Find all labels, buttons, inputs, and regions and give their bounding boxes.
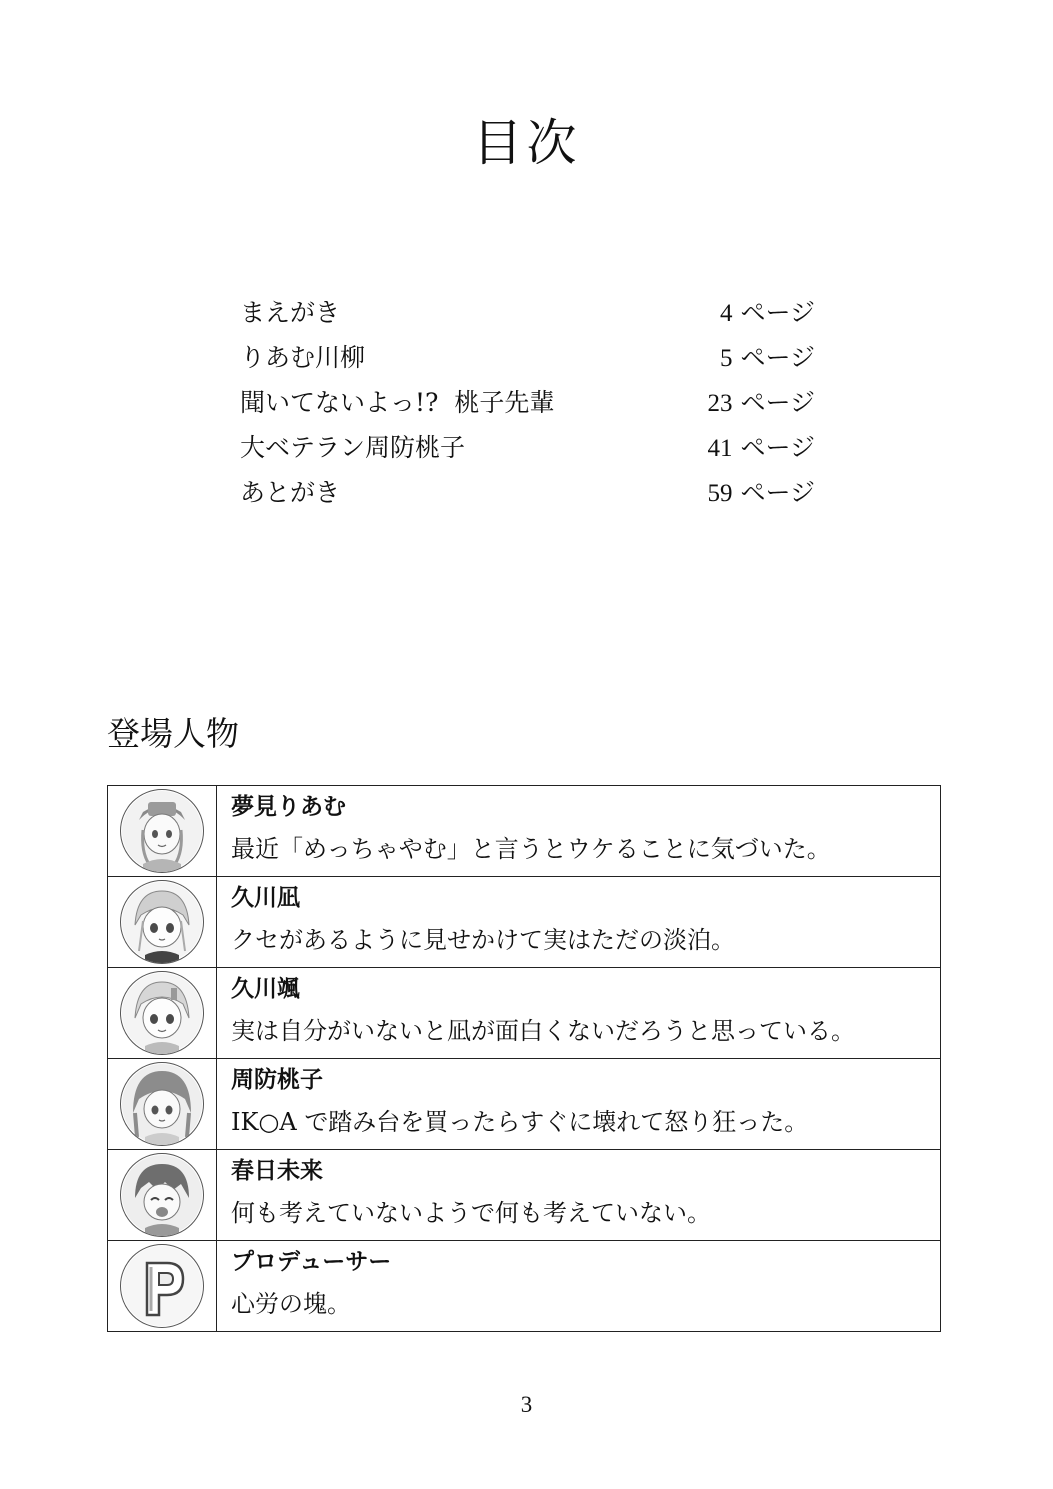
toc-entry-label: 聞いてないよっ!? 桃子先輩 (240, 387, 555, 417)
character-name: 久川凪 (231, 884, 300, 911)
avatar-cell (108, 1241, 217, 1332)
toc-entry[interactable] (240, 378, 815, 423)
toc-page-suffix: ページ (740, 342, 815, 372)
table-row (108, 1059, 941, 1150)
toc-page-number: 5 (719, 344, 733, 372)
character-info (217, 1059, 941, 1150)
toc-page-number: 23 (707, 389, 733, 417)
toc-page-number: 4 (719, 299, 733, 327)
character-name: 周防桃子 (231, 1066, 323, 1093)
character-portrait-icon (120, 789, 204, 873)
table-row (108, 968, 941, 1059)
toc-entry-page (707, 428, 815, 464)
toc-entry-page (707, 473, 815, 509)
avatar-cell (108, 877, 217, 968)
character-description: 心労の塊。 (231, 1289, 351, 1318)
toc-entry-page (720, 293, 815, 329)
toc-title: 目次 (472, 114, 581, 172)
characters-title: 登場人物 (107, 714, 239, 753)
character-info (217, 786, 941, 877)
toc-page-number: 41 (707, 434, 733, 462)
toc-page-suffix: ページ (740, 387, 815, 417)
character-name: 久川颯 (231, 975, 300, 1002)
p-logo-icon (120, 1244, 204, 1328)
toc-entry-page (707, 383, 815, 419)
avatar-cell (108, 968, 217, 1059)
toc-entry[interactable] (240, 423, 815, 468)
toc-page-number: 59 (707, 479, 733, 507)
toc-page-suffix: ページ (740, 297, 815, 327)
character-description: 何も考えていないようで何も考えていない。 (231, 1198, 711, 1227)
character-info (217, 1241, 941, 1332)
toc-entry-label: あとがき (240, 477, 341, 507)
toc-entry-label: まえがき (240, 297, 341, 327)
table-row (108, 877, 941, 968)
character-info (217, 1150, 941, 1241)
toc-entry[interactable] (240, 288, 815, 333)
character-info (217, 968, 941, 1059)
character-portrait-icon (120, 1062, 204, 1146)
avatar-cell (108, 1150, 217, 1241)
table-row (108, 1150, 941, 1241)
character-portrait-icon (120, 1153, 204, 1237)
table-row (108, 786, 941, 877)
avatar-cell (108, 786, 217, 877)
toc-entry[interactable] (240, 468, 815, 513)
character-description: 実は自分がいないと凪が面白くないだろうと思っている。 (231, 1016, 855, 1045)
character-portrait-icon (120, 880, 204, 964)
toc-entry-label: りあむ川柳 (240, 342, 366, 372)
character-portrait-icon (120, 971, 204, 1055)
table-row (108, 1241, 941, 1332)
toc-list (240, 288, 815, 513)
toc-page-suffix: ページ (740, 477, 815, 507)
character-description: 最近「めっちゃやむ」と言うとウケることに気づいた。 (231, 834, 831, 863)
toc-entry-page (720, 338, 815, 374)
character-name: 夢見りあむ (231, 793, 346, 820)
character-table (107, 785, 941, 1332)
page-number: 3 (520, 1392, 533, 1417)
toc-entry[interactable] (240, 333, 815, 378)
character-name: プロデューサー (231, 1248, 392, 1275)
character-info (217, 877, 941, 968)
toc-entry-label: 大ベテラン周防桃子 (240, 432, 466, 462)
toc-page-suffix: ページ (740, 432, 815, 462)
character-description: クセがあるように見せかけて実はただの淡泊。 (231, 925, 735, 954)
avatar-cell (108, 1059, 217, 1150)
character-description: IK○A で踏み台を買ったらすぐに壊れて怒り狂った。 (231, 1107, 809, 1136)
character-name: 春日未来 (231, 1157, 323, 1184)
